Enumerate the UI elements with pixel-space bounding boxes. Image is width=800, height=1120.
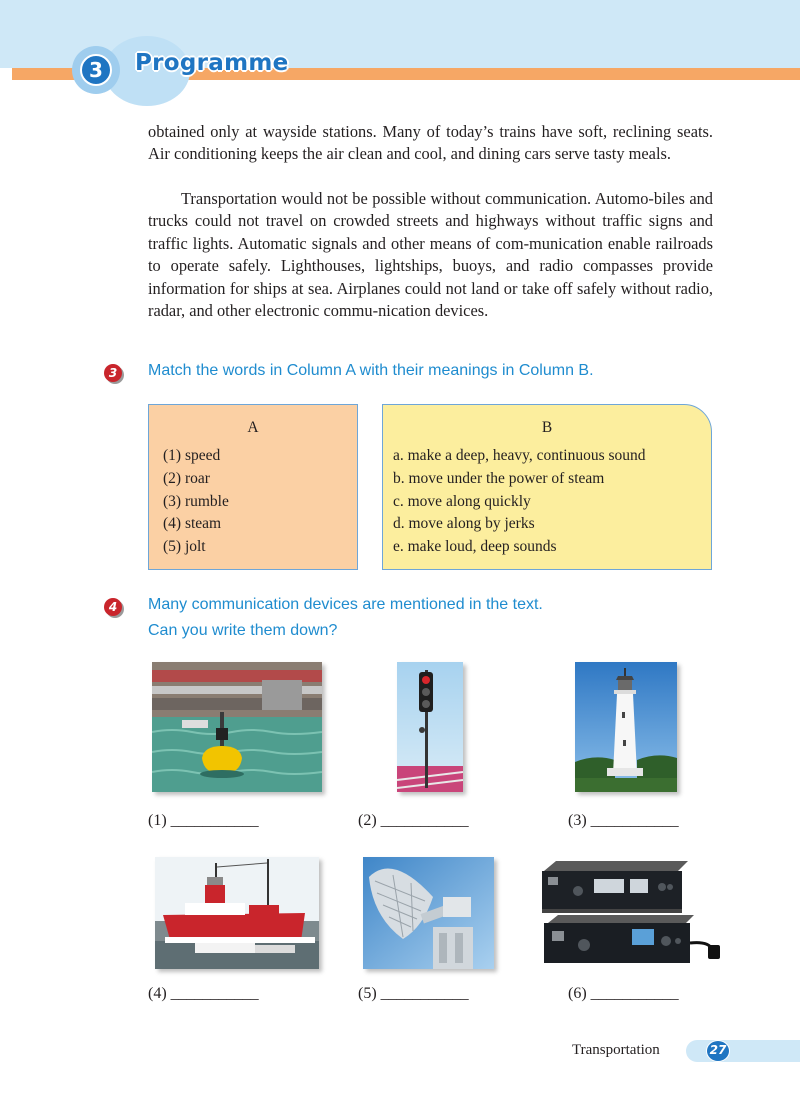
column-a-item: (3) rumble [163,492,229,510]
radar-dish-photo [363,857,494,969]
section-title: Programme [135,50,289,76]
answer-blank-6: (6) ___________ [568,985,679,1002]
exercise-4-instruction-line-1: Many communication devices are mentioned in the text. [148,596,543,613]
column-b-item: b. move under the power of steam [393,469,605,487]
column-b-item: c. move along quickly [393,492,531,510]
answer-blank-3: (3) ___________ [568,812,679,829]
exercise-4-instruction-line-2: Can you write them down? [148,622,338,639]
column-b-heading: B [541,419,553,436]
chapter-name: Transportation [572,1042,660,1058]
column-a-item: (4) steam [163,515,222,533]
answer-blank-1: (1) ___________ [148,812,259,829]
column-a-item: (5) jolt [163,538,206,556]
column-b-item: a. make a deep, heavy, continuous sound [393,447,646,464]
column-a-item: (1) speed [163,447,221,464]
lighthouse-photo [575,662,677,792]
unit-number: 3 [80,54,112,86]
answer-blank-4: (4) ___________ [148,985,259,1002]
column-a-box [148,404,358,570]
column-b-item: e. make loud, deep sounds [393,538,557,556]
page-number: 27 [706,1040,730,1062]
answer-blank-2: (2) ___________ [358,812,469,829]
column-b-item: d. move along by jerks [393,515,535,533]
buoy-photo [152,662,322,792]
column-b-list [393,445,646,559]
footer-bar [686,1040,800,1062]
exercise-3-instruction: Match the words in Column A with their meanings in Column B. [148,362,594,379]
column-a-item: (2) roar [163,469,210,487]
exercise-3-number: 3 [104,364,122,382]
traffic-signal-photo [397,662,463,792]
reading-paragraph-1: obtained only at wayside stations. Many of today’s trains have soft, reclining seats. Air conditioning keeps the air clean and cool, and dining cars serve tasty meals. [148,122,713,164]
column-b-box [382,404,712,570]
column-a-list [163,445,229,559]
answer-blank-5: (5) ___________ [358,985,469,1002]
exercise-4-number: 4 [104,598,122,616]
column-a-heading: A [247,419,259,436]
lightship-photo [155,857,319,969]
radio-equipment-photo [538,857,728,969]
reading-paragraph-2: Transportation would not be possible without communication. Automo-biles and trucks could not travel on crowded streets and highways without traffic signs and traffic lights. Automatic signals and other means of com-munication enable railroads to operate safely. Lighthouses, lightships, buoys, and radio compasses provide information for ships at sea. Airplanes could not land or take off safely without radio, radar, and other electronic commu-nication devices. [148,189,713,321]
